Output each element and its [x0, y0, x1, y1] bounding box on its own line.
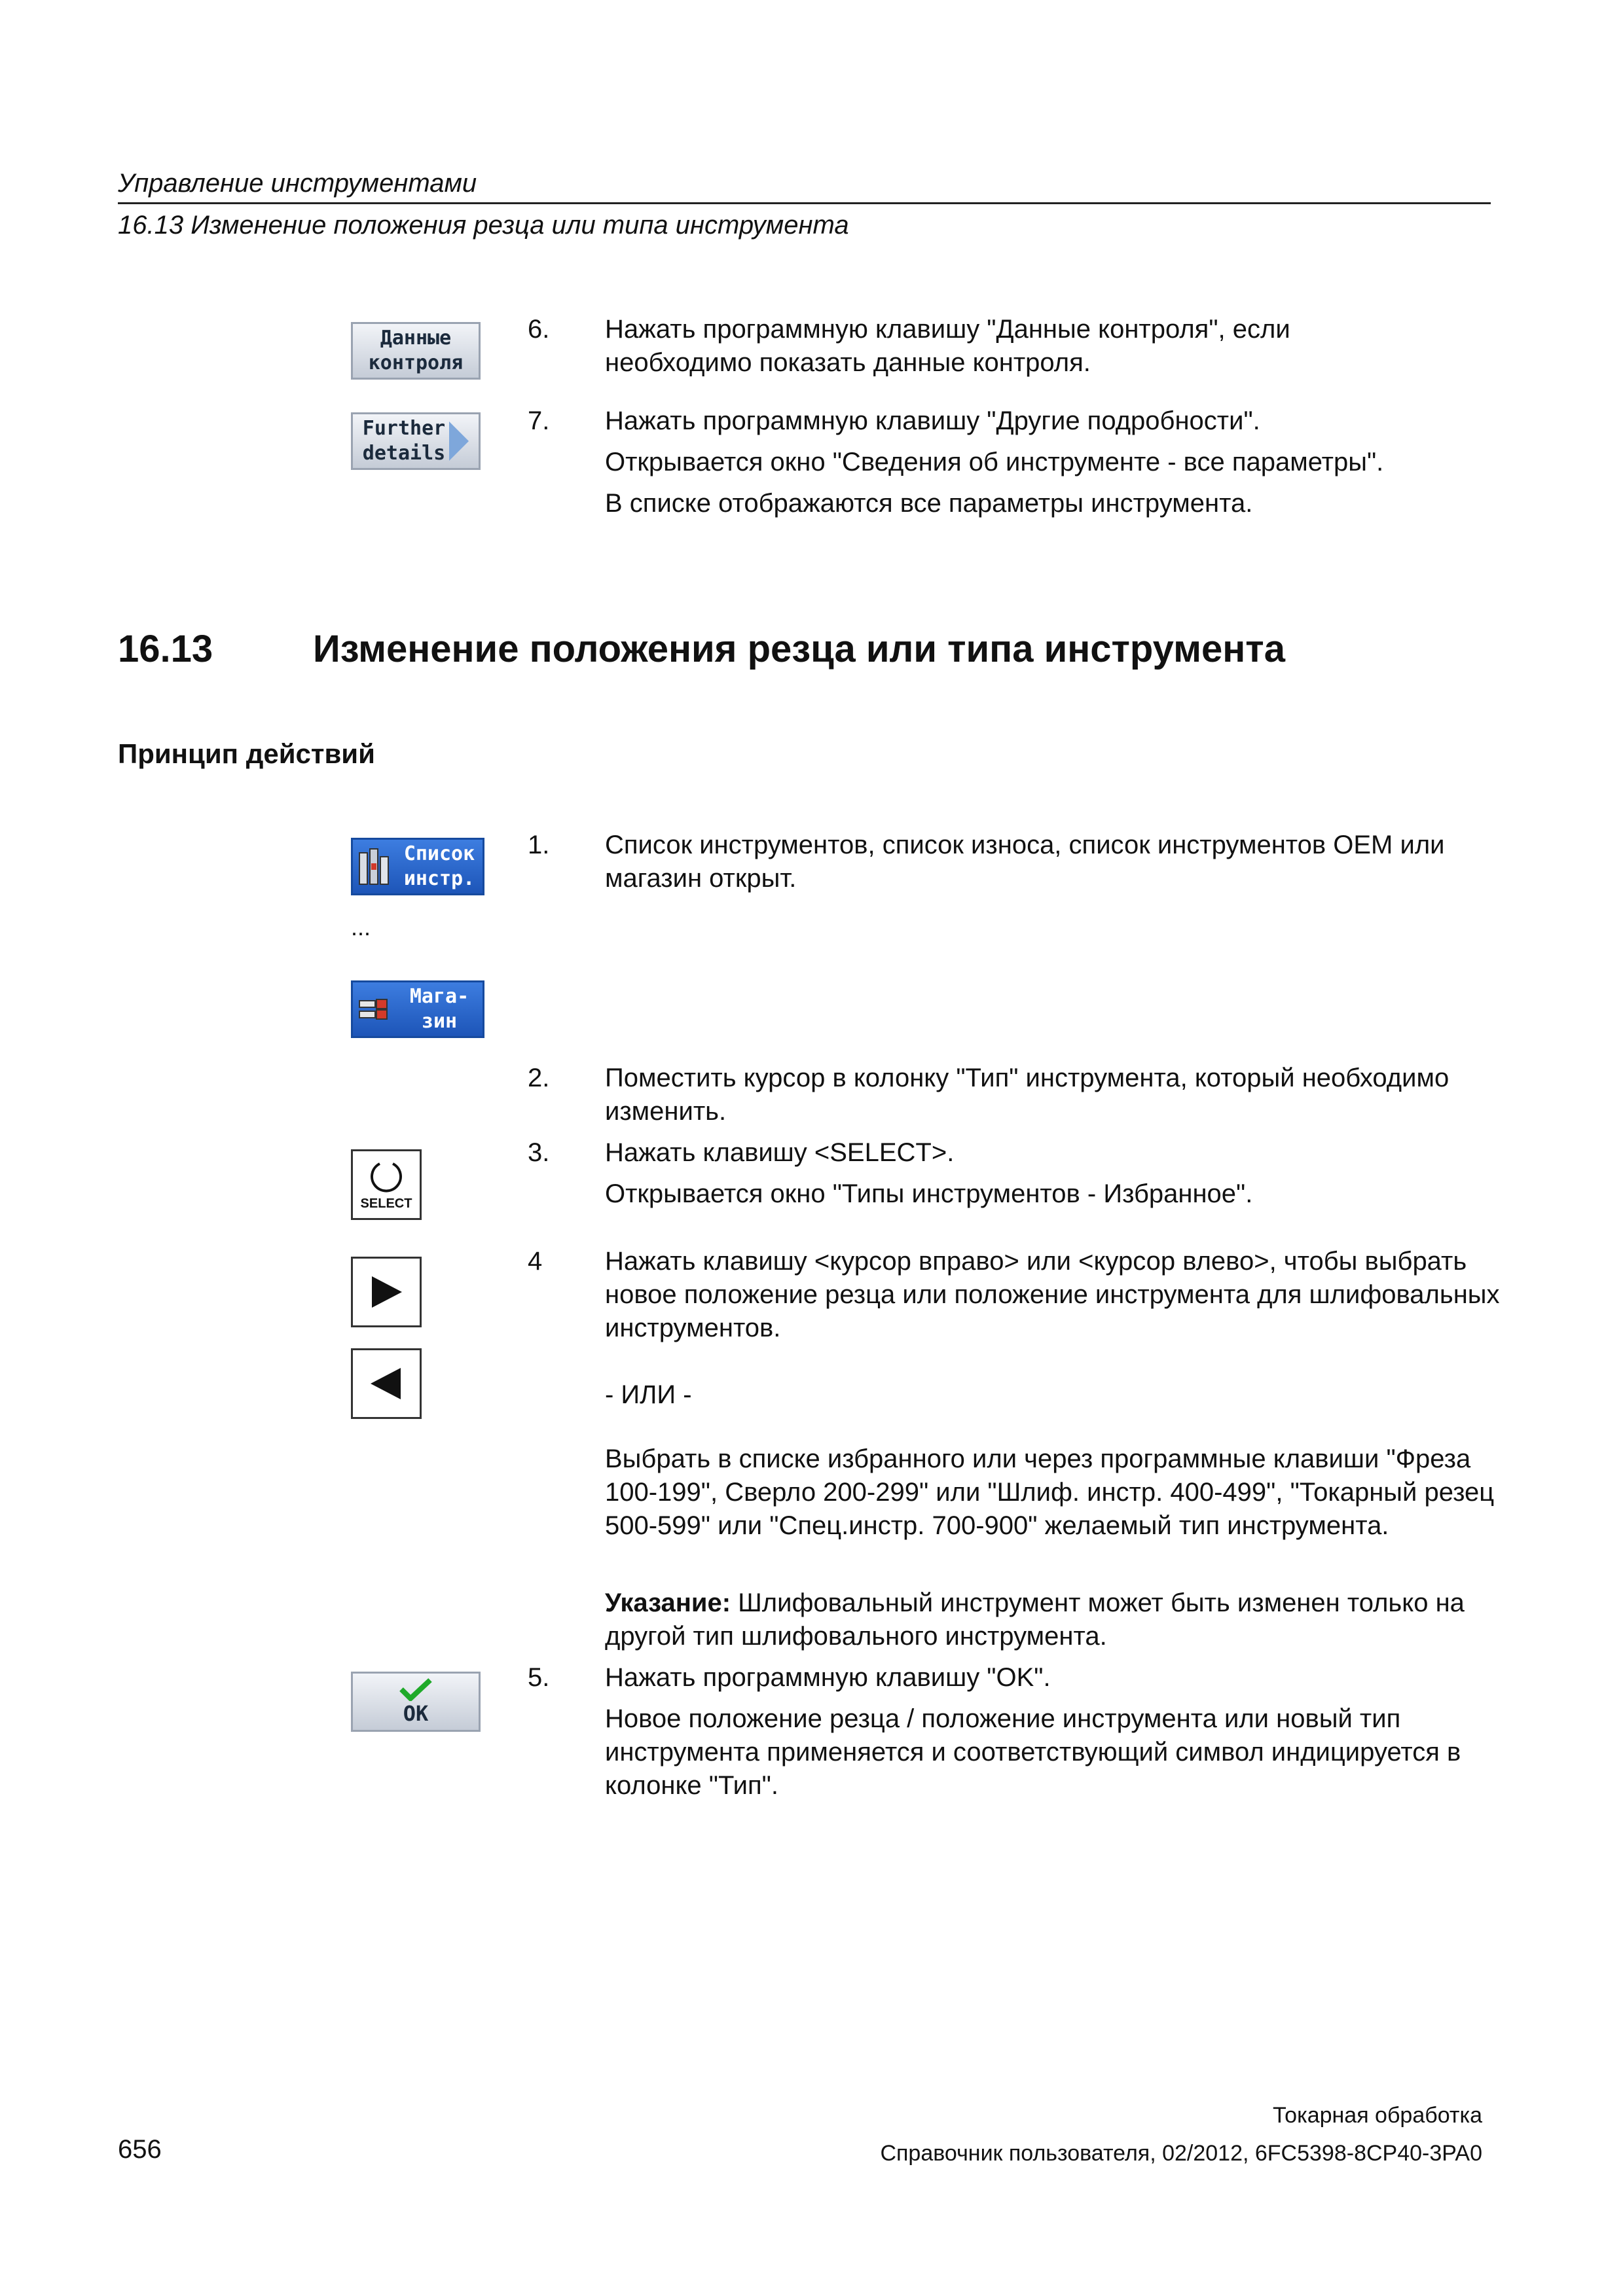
- step-number: 1.: [528, 831, 550, 859]
- ok-label: OK: [403, 1701, 429, 1726]
- arrow-right-icon: [449, 422, 469, 461]
- note-label: Указание:: [605, 1588, 731, 1617]
- triangle-left-icon: [368, 1365, 405, 1402]
- step-number: 4: [528, 1247, 543, 1276]
- running-header-chapter: Управление инструментами: [118, 169, 477, 198]
- note: [605, 1587, 1522, 1653]
- softkey-label-line1: Данные: [380, 327, 452, 350]
- step-line: Нажать клавишу <SELECT>.: [605, 1138, 955, 1167]
- step-text: [605, 1661, 1522, 1803]
- or-separator: - ИЛИ -: [605, 1380, 692, 1409]
- step-line: Нажать программную клавишу "Данные контроля", если необходимо показать данные контроля.: [605, 315, 1290, 377]
- step-line: Поместить курсор в колонку "Тип" инструмента, который необходимо изменить.: [605, 1064, 1450, 1126]
- step-number: 7.: [528, 406, 550, 435]
- step-text: [605, 313, 1391, 380]
- triangle-right-icon: [368, 1274, 405, 1310]
- header-rule: [118, 202, 1491, 204]
- softkey-label-line2: контроля: [368, 351, 464, 374]
- step-text: [605, 1443, 1522, 1543]
- step-text: [605, 1062, 1522, 1128]
- section-title: Изменение положения резца или типа инструмента: [313, 628, 1285, 670]
- step-line: Открывается окно "Типы инструментов - Избранное".: [605, 1179, 1253, 1208]
- step-line: Нажать программную клавишу "OK".: [605, 1663, 1051, 1692]
- select-key-label: SELECT: [360, 1196, 412, 1211]
- step-text: [605, 829, 1522, 895]
- softkey-label-line1: Мага-: [409, 985, 469, 1008]
- ok-softkey[interactable]: [351, 1672, 481, 1732]
- step-line: В списке отображаются все параметры инструмента.: [605, 489, 1253, 518]
- step-number: 2.: [528, 1064, 550, 1092]
- magazine-icon: [357, 986, 396, 1032]
- step-number: 5.: [528, 1663, 550, 1692]
- softkey-label-line1: Further: [362, 417, 446, 440]
- note-text: Шлифовальный инструмент может быть изменен только на другой тип шлифовального инструмента.: [605, 1588, 1465, 1651]
- control-data-softkey[interactable]: [351, 322, 481, 380]
- ellipsis: ...: [351, 914, 371, 941]
- magazine-softkey[interactable]: [351, 980, 484, 1038]
- subsection-title: Принцип действий: [118, 738, 375, 769]
- further-details-softkey[interactable]: [351, 412, 481, 470]
- footer-manual: Справочник пользователя, 02/2012, 6FC5398-8CP40-3PA0: [880, 2141, 1482, 2166]
- step-line: Новое положение резца / положение инструмента или новый тип инструмента применяется и соответствующий символ индицируется в колонке "Тип".: [605, 1704, 1461, 1800]
- step-line: Нажать клавишу <курсор вправо> или <курсор влево>, чтобы выбрать новое положение резца или положение инструмента для шлифовальных инструментов.: [605, 1247, 1500, 1342]
- softkey-label-line2: details: [362, 442, 446, 465]
- step-text: [605, 404, 1522, 520]
- step-line: Нажать программную клавишу "Другие подробности".: [605, 406, 1260, 435]
- select-key[interactable]: [351, 1149, 422, 1220]
- softkey-label-line1: Список: [403, 842, 475, 865]
- step-line: Список инструментов, список износа, список инструментов OEM или магазин открыт.: [605, 831, 1445, 893]
- softkey-label-line2: инстр.: [403, 867, 475, 890]
- tool-list-softkey[interactable]: [351, 838, 484, 895]
- section-number: 16.13: [118, 628, 213, 670]
- step-number: 6.: [528, 315, 550, 344]
- select-circle-icon: [368, 1158, 405, 1195]
- cursor-left-key[interactable]: [351, 1348, 422, 1419]
- step-text: [605, 1245, 1522, 1345]
- step-line: Выбрать в списке избранного или через программные клавиши "Фреза 100-199", Сверло 200-299" или "Шлиф. инстр. 400-499", "Токарный резец 500-599" или "Спец.инстр. 700-900" желаемый тип инструмента.: [605, 1444, 1495, 1540]
- step-line: Открывается окно "Сведения об инструменте - все параметры".: [605, 448, 1384, 476]
- page-number: 656: [118, 2135, 162, 2164]
- cursor-right-key[interactable]: [351, 1257, 422, 1327]
- checkmark-icon: [399, 1677, 433, 1701]
- tool-list-icon: [357, 844, 396, 889]
- step-number: 3.: [528, 1138, 550, 1167]
- step-text: [605, 1136, 1522, 1211]
- footer-product: Токарная обработка: [1273, 2103, 1482, 2128]
- note-paragraph: [605, 1587, 1522, 1653]
- softkey-label-line2: зин: [421, 1010, 458, 1033]
- running-header-section: 16.13 Изменение положения резца или типа инструмента: [118, 211, 849, 240]
